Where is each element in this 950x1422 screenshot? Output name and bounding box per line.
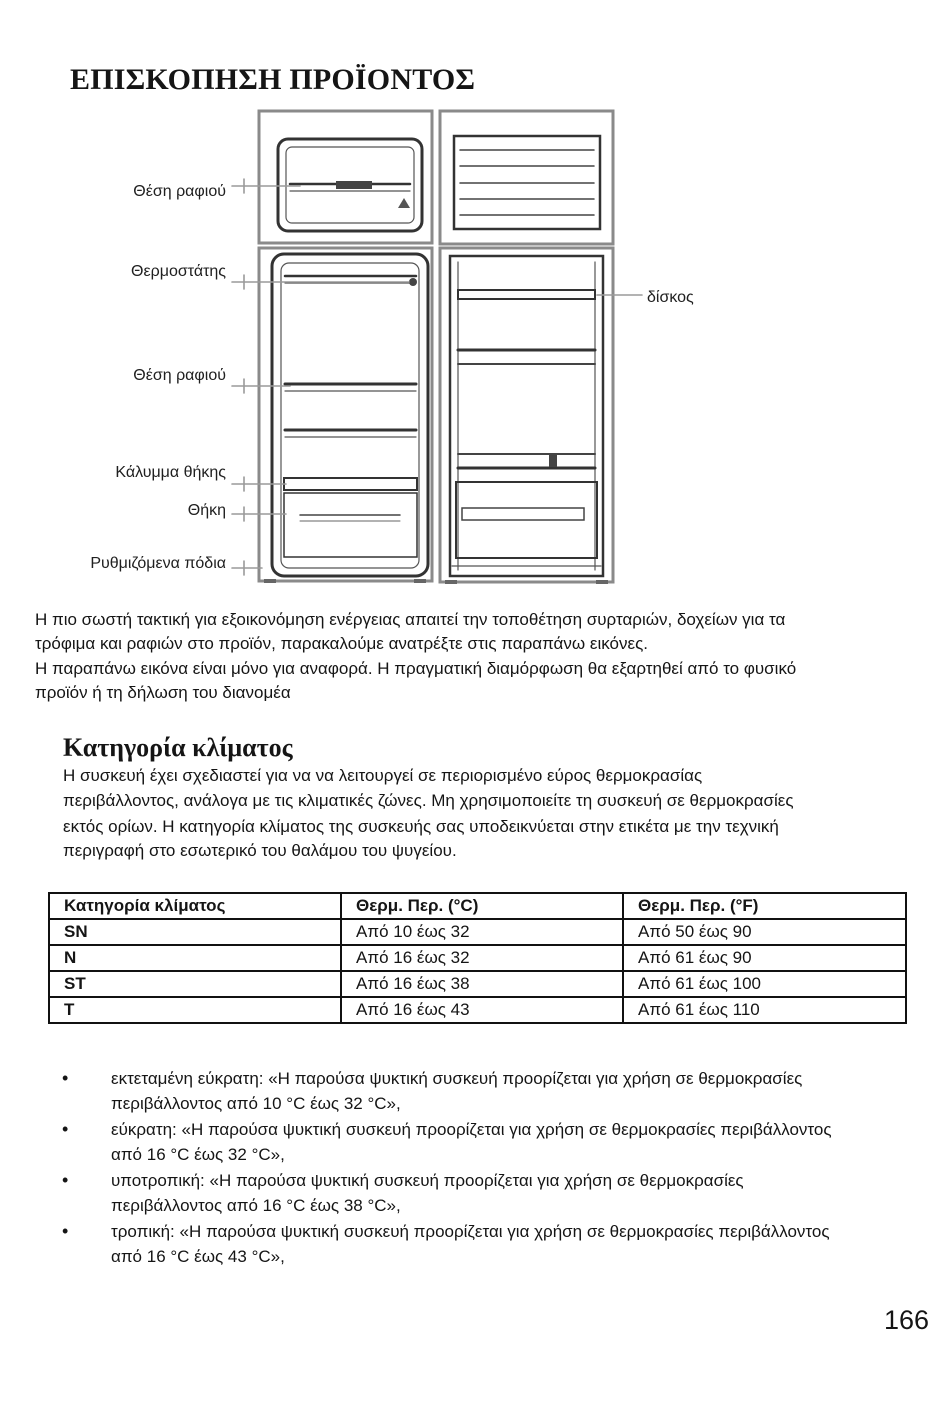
freezer-door-marker — [398, 198, 410, 208]
table-cell-celsius: Από 16 έως 38 — [341, 971, 623, 997]
table-cell-class: N — [49, 945, 341, 971]
table-cell-fahrenheit: Από 61 έως 90 — [623, 945, 906, 971]
adjustable-foot-right — [414, 579, 426, 583]
table-row — [49, 919, 906, 945]
climate-line: Η συσκευή έχει σχεδιαστεί για να να λειτουργεί σε περιορισμένο εύρος θερμοκρασίας — [63, 766, 703, 785]
freezer-compartment-frame — [440, 111, 613, 244]
table-cell-fahrenheit: Από 61 έως 100 — [623, 971, 906, 997]
climate-line: εκτός ορίων. Η κατηγορία κλίματος της συσκευής σας υποδεικνύεται στην ετικέτα με την τεχνική — [63, 817, 779, 836]
table-cell-celsius: Από 16 έως 32 — [341, 945, 623, 971]
table-cell-celsius: Από 10 έως 32 — [341, 919, 623, 945]
table-header-cell: Θερμ. Περ. (°C) — [341, 893, 623, 919]
adjustable-foot-right — [596, 580, 608, 584]
climate-line: περιβάλλοντος, ανάλογα με τις κλιματικές ζώνες. Μη χρησιμοποιείτε τη συσκευή σε θερμοκρασίες — [63, 791, 794, 810]
intro-line: προϊόν ή τη δήλωση του διανομέα — [35, 683, 291, 702]
bullet-marker — [62, 1119, 68, 1140]
leader-lines — [232, 179, 642, 575]
freezer-door — [259, 111, 432, 243]
table-row — [49, 945, 906, 971]
fridge-door-frame — [259, 248, 432, 581]
drawer-cover — [284, 478, 417, 490]
page-number: 166 — [884, 1305, 930, 1335]
label-shelf-position-upper: Θέση ραφιού — [133, 183, 226, 200]
label-tray: δίσκος — [647, 289, 694, 306]
adjustable-foot-left — [264, 579, 276, 583]
table-cell-class: ST — [49, 971, 341, 997]
bullet-line: περιβάλλοντος από 10 °C έως 32 °C», — [111, 1094, 401, 1113]
table-cell-celsius: Από 16 έως 43 — [341, 997, 623, 1023]
crisper-handle — [462, 508, 584, 520]
bullet-marker — [62, 1068, 68, 1089]
climate-table — [48, 892, 907, 1024]
table-cell-fahrenheit: Από 50 έως 90 — [623, 919, 906, 945]
bullet-marker — [62, 1221, 68, 1242]
label-drawer-cover: Κάλυμμα θήκης — [115, 464, 226, 481]
intro-line: Η παραπάνω εικόνα είναι μόνο για αναφορά. Η πραγματική διαμόρφωση θα εξαρτηθεί από το φυσικό — [35, 659, 797, 678]
bullet-line: υποτροπική: «Η παρούσα ψυκτική συσκευή προορίζεται για χρήση σε θερμοκρασίες — [111, 1171, 744, 1190]
fridge-door-liner — [272, 254, 428, 576]
bullet-marker — [62, 1170, 68, 1191]
bullet-line: εκτεταμένη εύκρατη: «Η παρούσα ψυκτική συσκευή προορίζεται για χρήση σε θερμοκρασίες — [111, 1069, 803, 1088]
thermostat-knob — [409, 278, 417, 286]
intro-line: τρόφιμα και ραφιών στο προϊόν, παρακαλούμε ανατρέξτε στις παραπάνω εικόνες. — [35, 634, 648, 653]
freezer-compartment — [440, 111, 613, 244]
label-shelf-position-lower: Θέση ραφιού — [133, 367, 226, 384]
label-drawer: Θήκη — [187, 502, 226, 519]
label-thermostat: Θερμοστάτης — [131, 263, 226, 280]
adjustable-foot-left — [445, 580, 457, 584]
fridge-compartment-inner — [450, 256, 603, 576]
bullet-line: τροπική: «Η παρούσα ψυκτική συσκευή προορίζεται για χρήση σε θερμοκρασίες περιβάλλοντος — [111, 1222, 830, 1241]
table-header-cell: Θερμ. Περ. (°F) — [623, 893, 906, 919]
climate-heading: Κατηγορία κλίματος — [63, 733, 293, 762]
fridge-door-inner — [281, 263, 419, 568]
bullet-line: από 16 °C έως 43 °C», — [111, 1247, 285, 1266]
fridge-door — [259, 248, 432, 583]
bullet-line: εύκρατη: «Η παρούσα ψυκτική συσκευή προορίζεται για χρήση σε θερμοκρασίες περιβάλλοντος — [111, 1120, 832, 1139]
table-cell-class: SN — [49, 919, 341, 945]
table-cell-fahrenheit: Από 61 έως 110 — [623, 997, 906, 1023]
table-row — [49, 971, 906, 997]
table-cell-class: T — [49, 997, 341, 1023]
intro-line: Η πιο σωστή τακτική για εξοικονόμηση ενέργειας απαιτεί την τοποθέτηση συρταριών, δοχείων για τα — [35, 610, 786, 629]
bullet-line: από 16 °C έως 32 °C», — [111, 1145, 285, 1164]
drawer — [284, 493, 417, 557]
label-adjustable-feet: Ρυθμιζόμενα πόδια — [90, 555, 226, 572]
table-header-cell: Κατηγορία κλίματος — [49, 893, 341, 919]
climate-line: περιγραφή στο εσωτερικό του θαλάμου του ψυγείου. — [63, 841, 457, 860]
thermostat-dial — [549, 455, 557, 467]
freezer-door-badge — [336, 181, 372, 189]
table-row — [49, 997, 906, 1023]
table-header-row — [49, 893, 906, 919]
bullet-line: περιβάλλοντος από 16 °C έως 38 °C», — [111, 1196, 401, 1215]
fridge-compartment — [440, 248, 613, 584]
page-title: ΕΠΙΣΚΟΠΗΣΗ ΠΡΟΪΟΝΤΟΣ — [70, 63, 476, 96]
tray — [458, 290, 595, 299]
